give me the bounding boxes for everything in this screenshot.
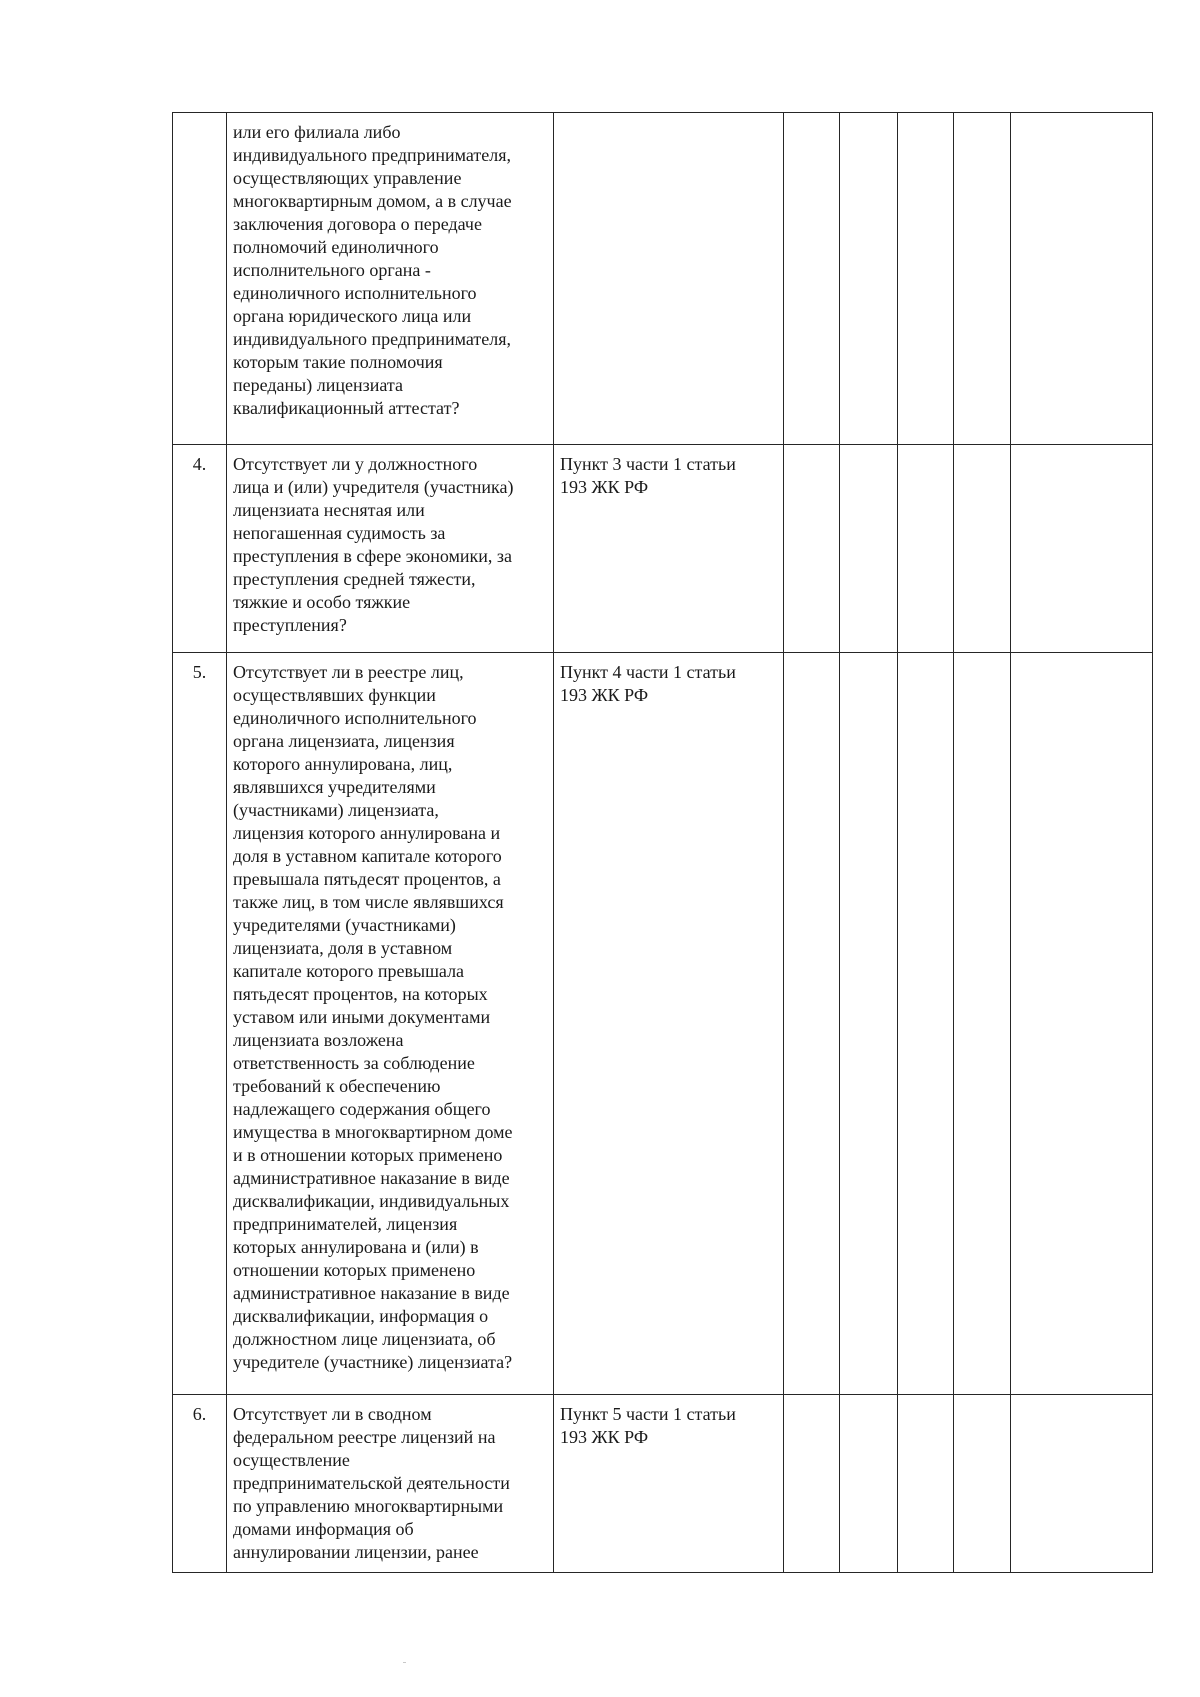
empty-cell — [898, 113, 954, 445]
empty-cell — [954, 113, 1011, 445]
table-row — [173, 445, 1153, 653]
reference-cell: Пункт 3 части 1 статьи 193 ЖК РФ — [554, 445, 784, 653]
empty-cell — [898, 445, 954, 653]
row-number: 5. — [173, 653, 227, 1395]
empty-cell — [840, 113, 898, 445]
empty-cell — [1011, 1395, 1153, 1573]
empty-cell — [784, 653, 840, 1395]
empty-cell — [784, 445, 840, 653]
empty-cell — [1011, 445, 1153, 653]
row-number: 6. — [173, 1395, 227, 1573]
empty-cell — [1011, 113, 1153, 445]
empty-cell — [954, 445, 1011, 653]
reference-cell: Пункт 5 части 1 статьи 193 ЖК РФ — [554, 1395, 784, 1573]
table-row — [173, 1395, 1153, 1573]
empty-cell — [784, 1395, 840, 1573]
empty-cell — [840, 1395, 898, 1573]
checklist-table — [172, 112, 1153, 1573]
row-number: 4. — [173, 445, 227, 653]
empty-cell — [840, 653, 898, 1395]
table-row — [173, 113, 1153, 445]
question-cell: или его филиала либо индивидуального предпринимателя, осуществляющих управление многоквартирным домом, а в случае заключения договора о передаче полномочий единоличного исполнительного органа - единоличного исполнительного органа юридического лица или индивидуального предпринимателя, которым такие полномочия переданы) лицензиата квалификационный аттестат? — [227, 113, 554, 445]
empty-cell — [898, 1395, 954, 1573]
question-cell: Отсутствует ли в реестре лиц, осуществлявших функции единоличного исполнительного органа лицензиата, лицензия которого аннулирована, лиц, являвшихся учредителями (участниками) лицензиата, лицензия которого аннулирована и доля в уставном капитале которого превышала пятьдесят процентов, а также лиц, в том числе являвшихся учредителями (участниками) лицензиата, доля в уставном капитале которого превышала пятьдесят процентов, на которых уставом или иными документами лицензиата возложена ответственность за соблюдение требований к обеспечению надлежащего содержания общего имущества в многоквартирном доме и в отношении которых применено административное наказание в виде дисквалификации, индивидуальных предпринимателей, лицензия которых аннулирована и (или) в отношении которых применено административное наказание в виде дисквалификации, информация о должностном лице лицензиата, об учредителе (участнике) лицензиата? — [227, 653, 554, 1395]
empty-cell — [1011, 653, 1153, 1395]
scan-speck — [403, 1662, 406, 1663]
reference-cell: Пункт 4 части 1 статьи 193 ЖК РФ — [554, 653, 784, 1395]
question-cell: Отсутствует ли у должностного лица и (или) учредителя (участника) лицензиата неснятая или непогашенная судимость за преступления в сфере экономики, за преступления средней тяжести, тяжкие и особо тяжкие преступления? — [227, 445, 554, 653]
empty-cell — [840, 445, 898, 653]
empty-cell — [954, 1395, 1011, 1573]
empty-cell — [784, 113, 840, 445]
empty-cell — [898, 653, 954, 1395]
empty-cell — [954, 653, 1011, 1395]
reference-cell — [554, 113, 784, 445]
table-row — [173, 653, 1153, 1395]
question-cell: Отсутствует ли в сводном федеральном реестре лицензий на осуществление предпринимательской деятельности по управлению многоквартирными домами информация об аннулировании лицензии, ранее — [227, 1395, 554, 1573]
row-number — [173, 113, 227, 445]
